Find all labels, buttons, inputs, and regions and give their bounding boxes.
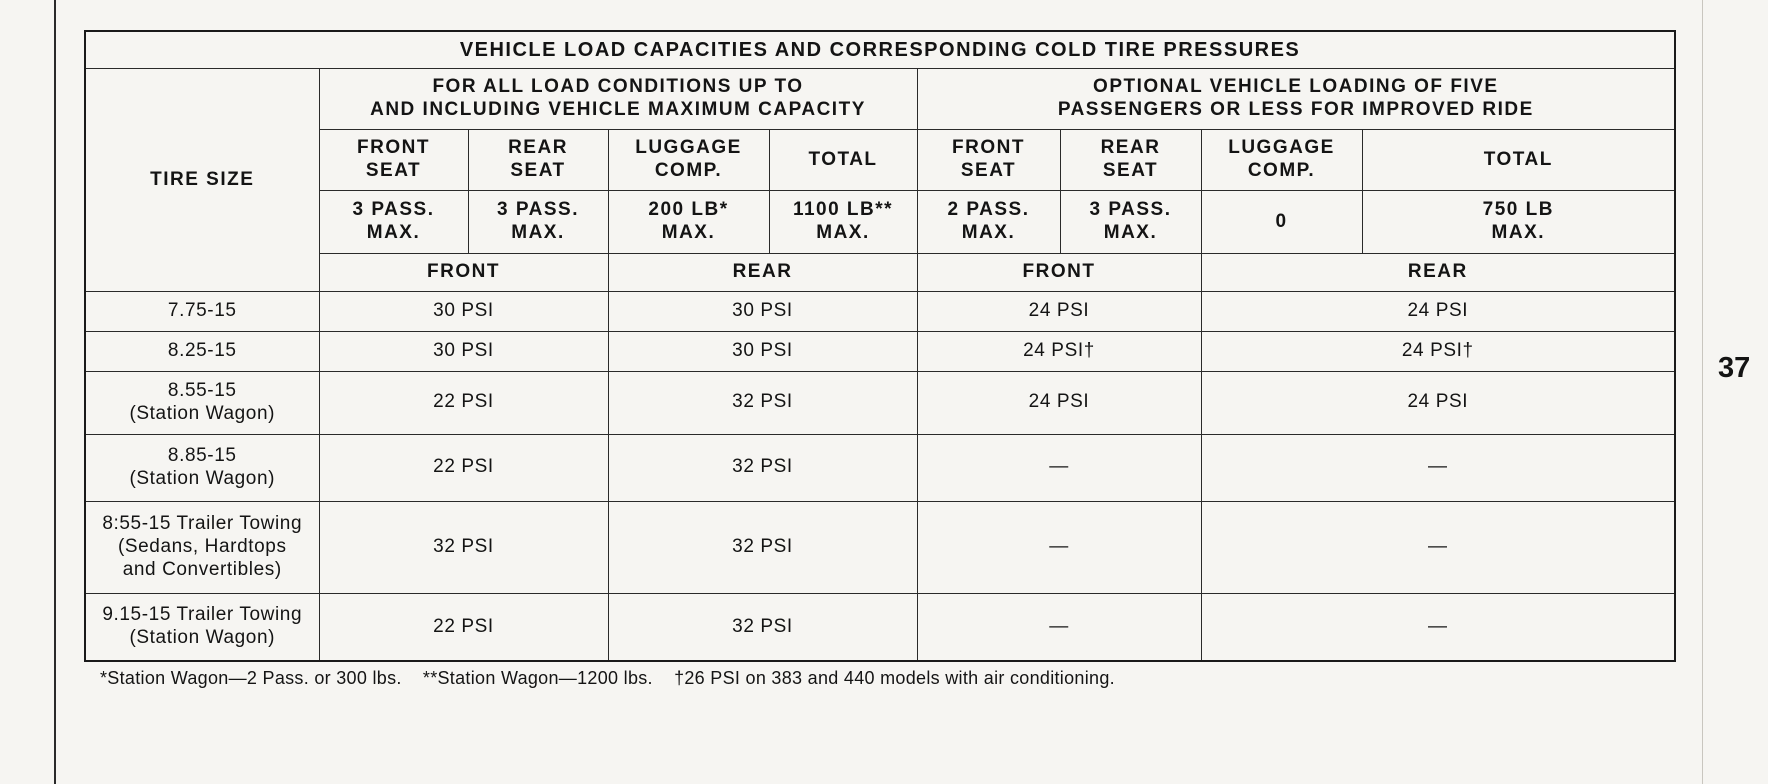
page-right-edge: [1702, 0, 1703, 784]
header-line: FRONT: [952, 137, 1025, 159]
tire-size-header: TIRE SIZE: [85, 69, 319, 292]
table-row: [85, 501, 1675, 593]
header-line: SEAT: [1102, 160, 1159, 182]
value-line: MAX.: [661, 222, 716, 244]
load-header-cell: [1060, 130, 1201, 191]
header-line: LUGGAGE: [1228, 137, 1335, 159]
tire-size-cell: [85, 291, 319, 331]
table-row: [85, 371, 1675, 434]
header-line: SEAT: [365, 160, 422, 182]
pressure-cell: 30 PSI: [319, 331, 608, 371]
value-line: 3 PASS.: [352, 199, 435, 221]
value-line: 750 LB: [1482, 199, 1554, 221]
load-header-cell: [1362, 130, 1675, 191]
size-line: (Station Wagon): [129, 627, 276, 649]
load-header-cell: [608, 130, 769, 191]
value-line: MAX.: [1103, 222, 1158, 244]
pressure-cell: 24 PSI: [1201, 291, 1675, 331]
pressure-header-rear: REAR: [1201, 254, 1675, 292]
load-value-cell: [1201, 191, 1362, 254]
pressure-cell: 24 PSI: [1201, 371, 1675, 434]
load-value-cell: [917, 191, 1060, 254]
pressure-header-row: [85, 254, 1675, 292]
group-header-line: FOR ALL LOAD CONDITIONS UP TO: [432, 76, 804, 98]
value-line: 2 PASS.: [947, 199, 1030, 221]
header-line: TOTAL: [808, 148, 878, 170]
tire-size-cell: [85, 371, 319, 434]
pressure-cell: 32 PSI: [319, 501, 608, 593]
pressure-cell: 22 PSI: [319, 434, 608, 501]
group-header-line: PASSENGERS OR LESS FOR IMPROVED RIDE: [1057, 99, 1534, 121]
pressure-header-front: FRONT: [319, 254, 608, 292]
pressure-cell: —: [1201, 434, 1675, 501]
value-line: MAX.: [366, 222, 421, 244]
size-line: (Sedans, Hardtops: [117, 536, 287, 558]
pressure-cell: 22 PSI: [319, 371, 608, 434]
load-header-cell: [468, 130, 608, 191]
pressure-header-front: FRONT: [917, 254, 1201, 292]
value-line: 1100 LB**: [792, 199, 894, 221]
header-line: FRONT: [357, 137, 430, 159]
tire-size-cell: [85, 434, 319, 501]
header-line: COMP.: [654, 160, 723, 182]
load-header-cell: [917, 130, 1060, 191]
size-line: and Convertibles): [122, 558, 282, 580]
table-row: [85, 291, 1675, 331]
load-header-cell: [1201, 130, 1362, 191]
load-header-cell: [769, 130, 917, 191]
pressure-cell: 24 PSI†: [917, 331, 1201, 371]
pressure-cell: 22 PSI: [319, 594, 608, 661]
pressure-cell: 30 PSI: [608, 331, 917, 371]
value-line: 3 PASS.: [1089, 199, 1172, 221]
load-value-cell: [1060, 191, 1201, 254]
pressure-cell: 32 PSI: [608, 371, 917, 434]
table-row: [85, 434, 1675, 501]
load-header-row: [85, 130, 1675, 191]
value-line: 200 LB*: [648, 199, 729, 221]
value-line: MAX.: [961, 222, 1016, 244]
group-header-all-loads: [319, 69, 917, 130]
header-line: TOTAL: [1483, 148, 1553, 170]
size-line: 7.75-15: [167, 299, 237, 321]
pressure-cell: 24 PSI: [917, 371, 1201, 434]
header-line: COMP.: [1247, 160, 1316, 182]
header-line: LUGGAGE: [635, 137, 742, 159]
pressure-cell: 30 PSI: [608, 291, 917, 331]
load-header-cell: [319, 130, 468, 191]
pressure-cell: 24 PSI†: [1201, 331, 1675, 371]
header-line: SEAT: [510, 160, 566, 182]
load-value-cell: [319, 191, 468, 254]
group-header-line: OPTIONAL VEHICLE LOADING OF FIVE: [1093, 76, 1499, 98]
tire-size-cell: [85, 501, 319, 593]
value-line: 0: [1275, 210, 1288, 232]
table-footnote: *Station Wagon—2 Pass. or 300 lbs. **Station Wagon—1200 lbs. †26 PSI on 383 and 440 models with air conditioning.: [100, 668, 1115, 688]
value-line: 3 PASS.: [497, 199, 579, 221]
table-row: [85, 331, 1675, 371]
size-line: (Station Wagon): [129, 467, 276, 489]
size-line: (Station Wagon): [129, 402, 276, 424]
load-value-cell: [468, 191, 608, 254]
pressure-cell: 32 PSI: [608, 434, 917, 501]
size-line: 9.15-15 Trailer Towing: [102, 604, 303, 626]
pressure-cell: 32 PSI: [608, 501, 917, 593]
header-line: REAR: [508, 137, 568, 159]
pressure-cell: 30 PSI: [319, 291, 608, 331]
page-binding-edge: [54, 0, 56, 784]
page-number: 37: [1718, 352, 1751, 384]
pressure-cell: —: [917, 434, 1201, 501]
group-header-line: AND INCLUDING VEHICLE MAXIMUM CAPACITY: [370, 99, 866, 121]
header-line: SEAT: [960, 160, 1017, 182]
size-line: 8.25-15: [167, 339, 237, 361]
value-line: MAX.: [1491, 222, 1546, 244]
group-header-optional: [917, 69, 1675, 130]
size-line: 8.55-15: [167, 379, 237, 401]
pressure-header-rear: REAR: [608, 254, 917, 292]
value-line: MAX.: [511, 222, 565, 244]
tire-size-cell: [85, 594, 319, 661]
load-value-cell: [769, 191, 917, 254]
table-row: [85, 594, 1675, 661]
header-line: REAR: [1100, 137, 1161, 159]
tire-pressure-table: [84, 30, 1676, 662]
pressure-cell: —: [917, 594, 1201, 661]
size-line: 8.85-15: [167, 444, 237, 466]
pressure-cell: —: [917, 501, 1201, 593]
value-line: MAX.: [816, 222, 870, 244]
pressure-cell: —: [1201, 594, 1675, 661]
pressure-cell: —: [1201, 501, 1675, 593]
tire-size-cell: [85, 331, 319, 371]
load-value-cell: [1362, 191, 1675, 254]
table-title: VEHICLE LOAD CAPACITIES AND CORRESPONDING COLD TIRE PRESSURES: [85, 31, 1675, 69]
load-value-row: [85, 191, 1675, 254]
pressure-cell: 32 PSI: [608, 594, 917, 661]
pressure-cell: 24 PSI: [917, 291, 1201, 331]
load-value-cell: [608, 191, 769, 254]
size-line: 8:55-15 Trailer Towing: [102, 513, 303, 535]
